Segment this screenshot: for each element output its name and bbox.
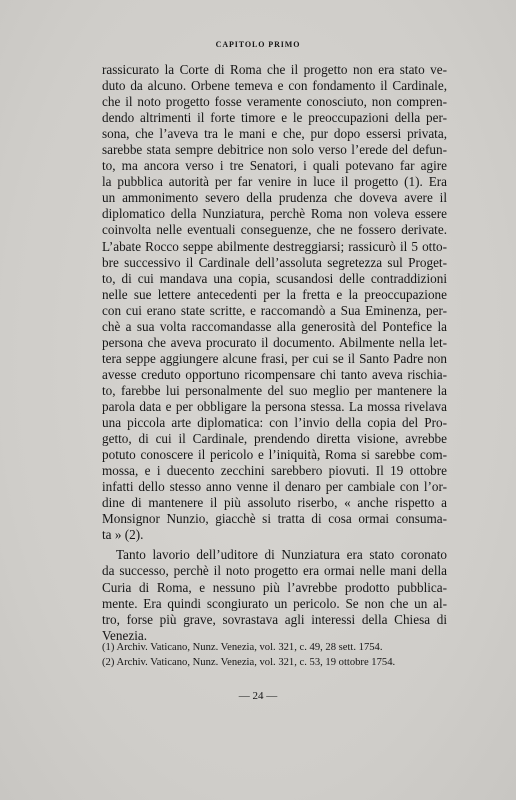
footnote-text: Archiv. Vaticano, Nunz. Venezia, vol. 321, c. 53, 19 ottobre 1754. [116, 656, 396, 668]
text-line: duto da alcuno. Orbene temeva e con fondamento il Cardinale, [102, 78, 447, 94]
footnote-2 [102, 656, 447, 671]
text-line: parola data e per obbligare la persona stessa. La mossa rivelava [102, 398, 447, 414]
text-line: persona che aveva procurato il documento. Abilmente nella let- [102, 334, 447, 350]
text-line: to, farebbe lui personalmente del suo meglio per mantenere la [102, 382, 447, 398]
footnote-marker: (2) [102, 656, 115, 668]
text-line: getto, di cui il Cardinale, prendendo diretta visione, avrebbe [102, 431, 447, 447]
text-line: tera seppe aggiungere alcune frasi, per cui se il Santo Padre non [102, 350, 447, 366]
footnote-1 [102, 641, 447, 656]
text-line: la pubblica autorità per far venire in luce il progetto (1). Era [102, 174, 447, 190]
text-line: Monsignor Nunzio, giacchè si tratta di cosa ormai consuma- [102, 511, 447, 527]
text-line: coinvolta nelle eventuali conseguenze, che ne fossero derivate. [102, 222, 447, 238]
text-line: che il noto progetto fosse veramente conosciuto, non compren- [102, 94, 447, 110]
text-line: dendo altrimenti il forte timore e le preoccupazioni della per- [102, 110, 447, 126]
text-line: to, di cui mandava una copia, scusandosi delle contraddizioni [102, 270, 447, 286]
text-line: sona, che l’aveva tra le mani e che, pur dopo essersi privata, [102, 126, 447, 142]
text-line: un ammonimento severo della prudenza che doveva avere il [102, 190, 447, 206]
main-text [102, 62, 447, 644]
footnotes [102, 641, 447, 670]
text-line: rassicurato la Corte di Roma che il progetto non era stato ve- [102, 62, 447, 77]
text-line: diplomatico della Nunziatura, perchè Roma non voleva essere [102, 206, 447, 222]
text-line: sarebbe stata sempre debitrice non solo verso l’erede del defun- [102, 142, 447, 158]
text-line: infatti dello stesso anno venne il denaro per cambiale con l’or- [102, 479, 447, 495]
footnote-text: Archiv. Vaticano, Nunz. Venezia, vol. 321, c. 49, 28 sett. 1754. [116, 642, 383, 653]
text-line: bre successivo il Cardinale dell’assoluta segretezza sul Proget- [102, 254, 447, 270]
text-line: L’abate Rocco seppe abilmente destreggiarsi; rassicurò il 5 otto- [102, 238, 447, 254]
text-line: to, ma ancora verso i tre Senatori, i quali potevano far agire [102, 158, 447, 174]
text-line: Tanto lavorio dell’uditore di Nunziatura era stato coronato [116, 547, 447, 563]
text-line: dine di mantenere il più assoluto riserbo, « anche rispetto a [102, 495, 447, 511]
text-line: ta » (2). [102, 527, 144, 543]
text-line: nelle sue lettere antecedenti per la fretta e la preoccupazione [102, 286, 447, 302]
paragraph-2 [102, 547, 447, 643]
text-line: Venezia. [102, 627, 148, 643]
text-line: avesse creduto opportuno ricompensare chi tanto aveva rischia- [102, 366, 447, 382]
text-line: tro, forse più grave, sovrastava agli interessi della Chiesa di [102, 611, 447, 627]
text-line: con cui erano state scritte, e raccomandò a Sua Eminenza, per- [102, 302, 447, 318]
footnote-marker: (1) [102, 642, 115, 653]
page-number: — 24 — [238, 690, 278, 702]
text-line: da successo, perchè il noto progetto era ormai nelle mani della [102, 563, 447, 579]
text-line: chè a sua volta raccomandasse alla generosità del Pontefice la [102, 318, 447, 334]
text-line: Curia di Roma, e nessuno più l’avrebbe prodotto pubblica- [102, 579, 447, 595]
running-header: CAPITOLO PRIMO [215, 40, 301, 49]
text-line: una piccola arte diplomatica: con l’invio della copia del Pro- [102, 415, 447, 431]
text-line: mente. Era quindi scongiurato un pericolo. Se non che un al- [102, 595, 447, 611]
text-line: mossa, e i duecento zecchini sarebbero piovuti. Il 19 ottobre [102, 463, 447, 479]
paragraph-1 [102, 62, 447, 543]
text-line: potuto conoscere il pericolo e l’iniquità, Roma si sarebbe com- [102, 447, 447, 463]
